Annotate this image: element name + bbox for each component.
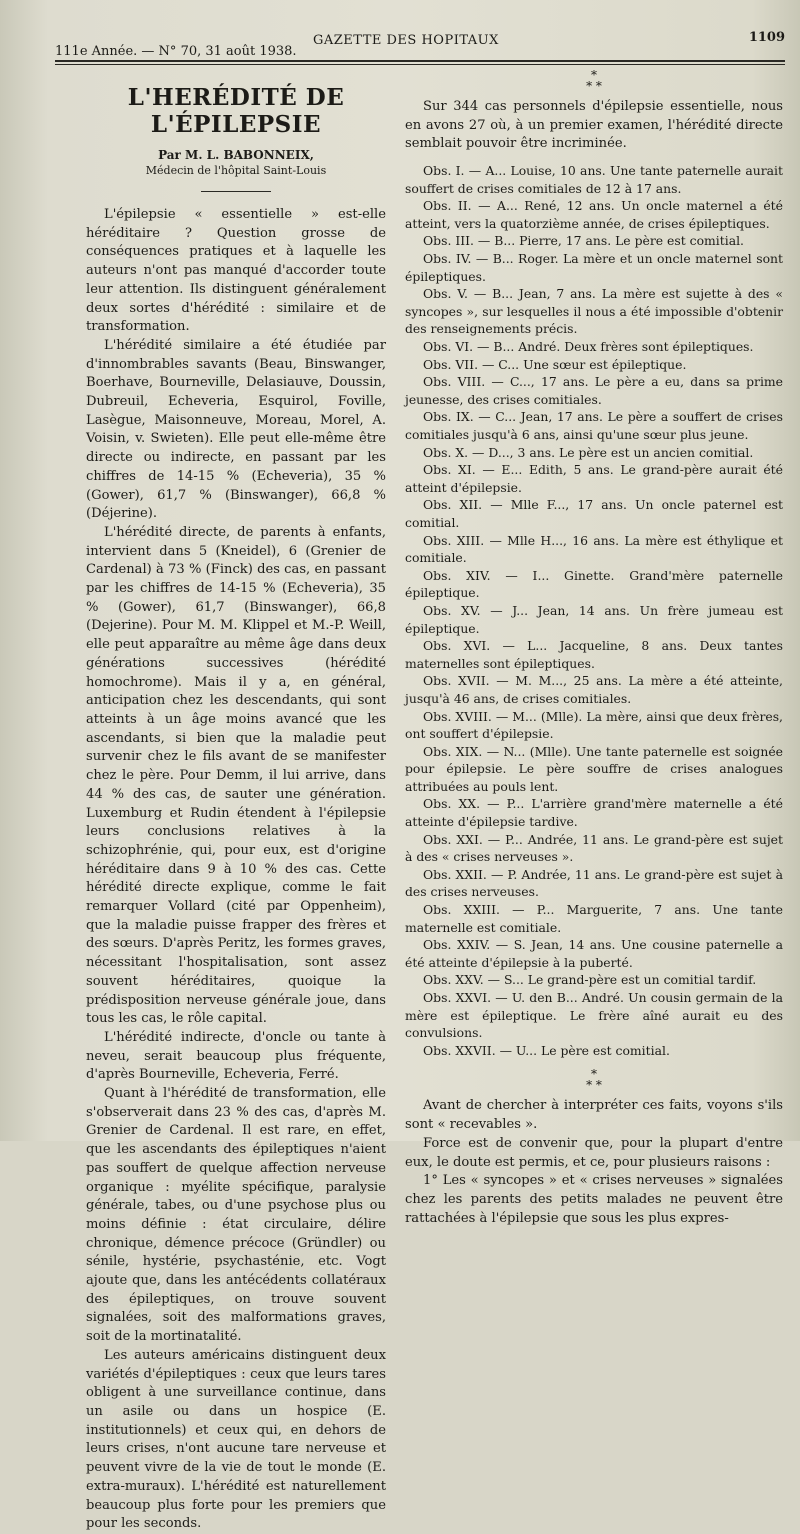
- page-number: 1109: [748, 30, 785, 45]
- observation: Obs. XIII. — Mlle H..., 16 ans. La mère est éthylique et comitiale.: [405, 532, 783, 566]
- body-paragraph: L'hérédité similaire a été étudiée par d'innombrables savants (Beau, Binswanger, Boerhave, Bourneville, Delasiauve, Doussin, Dubreuil, Echeveria, Esquirol, Foville, Lasègue, Maisonneuve, Moreau, Morel, A. Voisin, v. Swieten). Elle peut elle-même être directe ou indirecte, en passant par les chiffres de 14-15 % (Echeveria), 35 % (Gower), 61,7 % (Binswanger), 66,8 % (Déjerine).: [86, 337, 386, 522]
- body-paragraph: L'épilepsie « essentielle » est-elle héréditaire ? Question grosse de conséquences pratiques et à laquelle les auteurs n'ont pas manqué d'accorder toute leur attention. Ils distinguent généralement deux sortes d'hérédité : similaire et de transformation.: [86, 207, 386, 335]
- observation: Obs. I. — A... Louise, 10 ans. Une tante paternelle aurait souffert de crises comitiales de 12 à 17 ans.: [405, 163, 783, 196]
- body-paragraph: Force est de convenir que, pour la plupart d'entre eux, le doute est permis, et ce, pour plusieurs raisons :: [405, 1135, 783, 1170]
- journal-name: GAZETTE DES HOPITAUX: [313, 33, 499, 48]
- observation: Obs. II. — A... René, 12 ans. Un oncle maternel a été atteint, vers la quatorzième année, de crises épileptiques.: [405, 198, 783, 231]
- observation: Obs. III. — B... Pierre, 17 ans. Le père est comitial.: [423, 233, 744, 249]
- observation: Obs. XXIV. — S. Jean, 14 ans. Une cousine paternelle a été atteinte d'épilepsie à la puberté.: [405, 937, 783, 970]
- observation: Obs. XI. — E... Edith, 5 ans. Le grand-père aurait été atteint d'épilepsie.: [405, 462, 783, 495]
- observation: Obs. XIV. — I... Ginette. Grand'mère paternelle épileptique.: [405, 567, 783, 601]
- observation: Obs. XVII. — M. M..., 25 ans. La mère a été atteinte, jusqu'à 46 ans, de crises comitiales.: [405, 673, 783, 706]
- observation: Obs. VII. — C... Une sœur est épileptique.: [423, 356, 687, 372]
- body-paragraph: Avant de chercher à interpréter ces faits, voyons s'ils sont « recevables ».: [405, 1098, 783, 1133]
- observation: Obs. XVI. — L... Jacqueline, 8 ans. Deux tantes maternelles sont épileptiques.: [405, 638, 783, 671]
- author-byline: Par M. L. BABONNEIX,: [158, 148, 314, 162]
- observation: Obs. XVIII. — M... (Mlle). La mère, ainsi que deux frères, ont souffert d'épilepsie.: [405, 708, 783, 742]
- header-rule: [55, 60, 785, 62]
- issue-info: 111e Année. — N° 70, 31 août 1938.: [55, 44, 297, 59]
- observation: Obs. X. — D..., 3 ans. Le père est un ancien comitial.: [423, 444, 754, 460]
- observation: Obs. VI. — B... André. Deux frères sont épileptiques.: [423, 339, 754, 355]
- author-affiliation: Médecin de l'hôpital Saint-Louis: [145, 164, 327, 177]
- observation: Obs. V. — B... Jean, 7 ans. La mère est sujette à des « syncopes », sur lesquelles il nous a été impossible d'obtenir des renseignements précis.: [405, 286, 783, 337]
- observation: Obs. XIX. — N... (Mlle). Une tante paternelle est soignée pour épilepsie. Le père souffre de crises analogues attribuées au pouls lent.: [405, 743, 783, 794]
- body-paragraph: L'hérédité indirecte, d'oncle ou tante à neveu, serait beaucoup plus fréquente, d'après Bourneville, Echeveria, Ferré.: [86, 1029, 386, 1083]
- title-divider: [201, 191, 271, 192]
- section-asterism: * * *: [586, 1067, 602, 1093]
- observation: Obs. XXIII. — P... Marguerite, 7 ans. Une tante maternelle est comitiale.: [405, 902, 783, 935]
- observation: Obs. XII. — Mlle F..., 17 ans. Un oncle paternel est comitial.: [405, 497, 783, 530]
- observation: Obs. VIII. — C..., 17 ans. Le père a eu, dans sa prime jeunesse, des crises comitiales.: [405, 374, 783, 407]
- discussion: [405, 1097, 783, 1228]
- body-paragraph: L'hérédité directe, de parents à enfants, intervient dans 5 (Kneidel), 6 (Grenier de Cardenal) à 73 % (Finck) des cas, en passant par les chiffres de 14-15 % (Echeveria), 35 % (Gower), 61,7 (Binswanger), 66,8 (Dejerine). Pour M. M. Klippel et M.-P. Weill, elle peut apparaître au même âge dans deux générations successives (hérédité homochrome). Mais il y a, en général, anticipation chez les descendants, qui sont atteints à un âge moins avancé que les ascendants, si bien que la maladie peut survenir chez le fils avant de se manifester chez le père. Pour Demm, il lui arrive, dans 44 % des cas, de sauter une génération. Luxemburg et Rudin étendent à l'épilepsie leurs conclusions relatives à la schizophrénie, qui, pour eux, est d'origine héréditaire dans 9 à 10 % des cas. Cette hérédité directe explique, comme le fait remarquer Vollard (cité par Oppenheim), que la maladie puisse frapper des frères et des sœurs. D'après Peritz, les formes graves, nécessitant l'hospitalisation, sont assez souvent héréditaires, quoique la prédisposition nerveuse générale joue, dans tous les cas, le rôle capital.: [86, 524, 386, 1027]
- observation: Obs. XXVI. — U. den B... André. Un cousin germain de la mère est épileptique. Le frère aîné aurait eu des convulsions.: [405, 990, 783, 1041]
- header-rule-thin: [55, 64, 785, 65]
- observation: Obs. XXV. — S... Le grand-père est un comitial tardif.: [423, 972, 757, 988]
- observations-list: [405, 162, 783, 1059]
- observation: Obs. XXI. — P... Andrée, 11 ans. Le grand-père est sujet à des « crises nerveuses ».: [405, 831, 783, 865]
- section-asterism: * * *: [586, 68, 602, 93]
- body-paragraph: Les auteurs américains distinguent deux variétés d'épileptiques : ceux que leurs tares obligent à une surveillance continue, dans un asile ou dans un hospice (E. institutionnels) et ceux qui, en dehors de leurs crises, n'ont aucune tare nerveuse et peuvent vivre de la vie de tout le monde (E. extra-muraux). L'hérédité est naturellement beaucoup plus forte pour les premiers que pour les seconds.: [86, 1347, 386, 1532]
- observation: Obs. IV. — B... Roger. La mère et un oncle maternel sont épileptiques.: [405, 251, 783, 284]
- observation: Obs. XV. — J... Jean, 14 ans. Un frère jumeau est épileptique.: [405, 602, 783, 636]
- article-title: L'HERÉDITÉ DE L'ÉPILEPSIE: [127, 84, 345, 138]
- observation: Obs. XXVII. — U... Le père est comitial.: [423, 1042, 670, 1058]
- left-column: [86, 80, 386, 1534]
- observation: Obs. XX. — P... L'arrière grand'mère maternelle a été atteinte d'épilepsie tardive.: [405, 796, 783, 830]
- body-paragraph: Quant à l'hérédité de transformation, elle s'observerait dans 23 % des cas, d'après M. Grenier de Cardenal. Il est rare, en effet, que les ascendants des épileptiques n'aient pas souffert de quelque affection nerveuse organique : myélite spécifique, paralysie générale, tabes, ou d'une psychose plus ou moins définie : état circulaire, délire chronique, démence précoce (Gründler) ou sénile, hystérie, psychasténie, etc. Vogt ajoute que, dans les antécédents collatéraux des épileptiques, on trouve souvent signalées, soit des malformations graves, soit de la mortinatalité.: [86, 1086, 386, 1345]
- running-header: [55, 30, 785, 58]
- observation: Obs. XXII. — P. Andrée, 11 ans. Le grand-père est sujet à des crises nerveuses.: [405, 866, 783, 900]
- observation: Obs. IX. — C... Jean, 17 ans. Le père a souffert de crises comitiales jusqu'à 6 ans, ainsi qu'une sœur plus jeune.: [405, 409, 783, 443]
- body-paragraph: 1° Les « syncopes » et « crises nerveuses » signalées chez les parents des petits malades ne peuvent être rattachées à l'épilepsie que sous les plus expres-: [405, 1173, 783, 1226]
- right-column: [405, 68, 783, 1228]
- intro-paragraph: Sur 344 cas personnels d'épilepsie essentielle, nous en avons 27 où, à un premier examen, l'hérédité directe semblait pouvoir être incriminée.: [405, 99, 783, 152]
